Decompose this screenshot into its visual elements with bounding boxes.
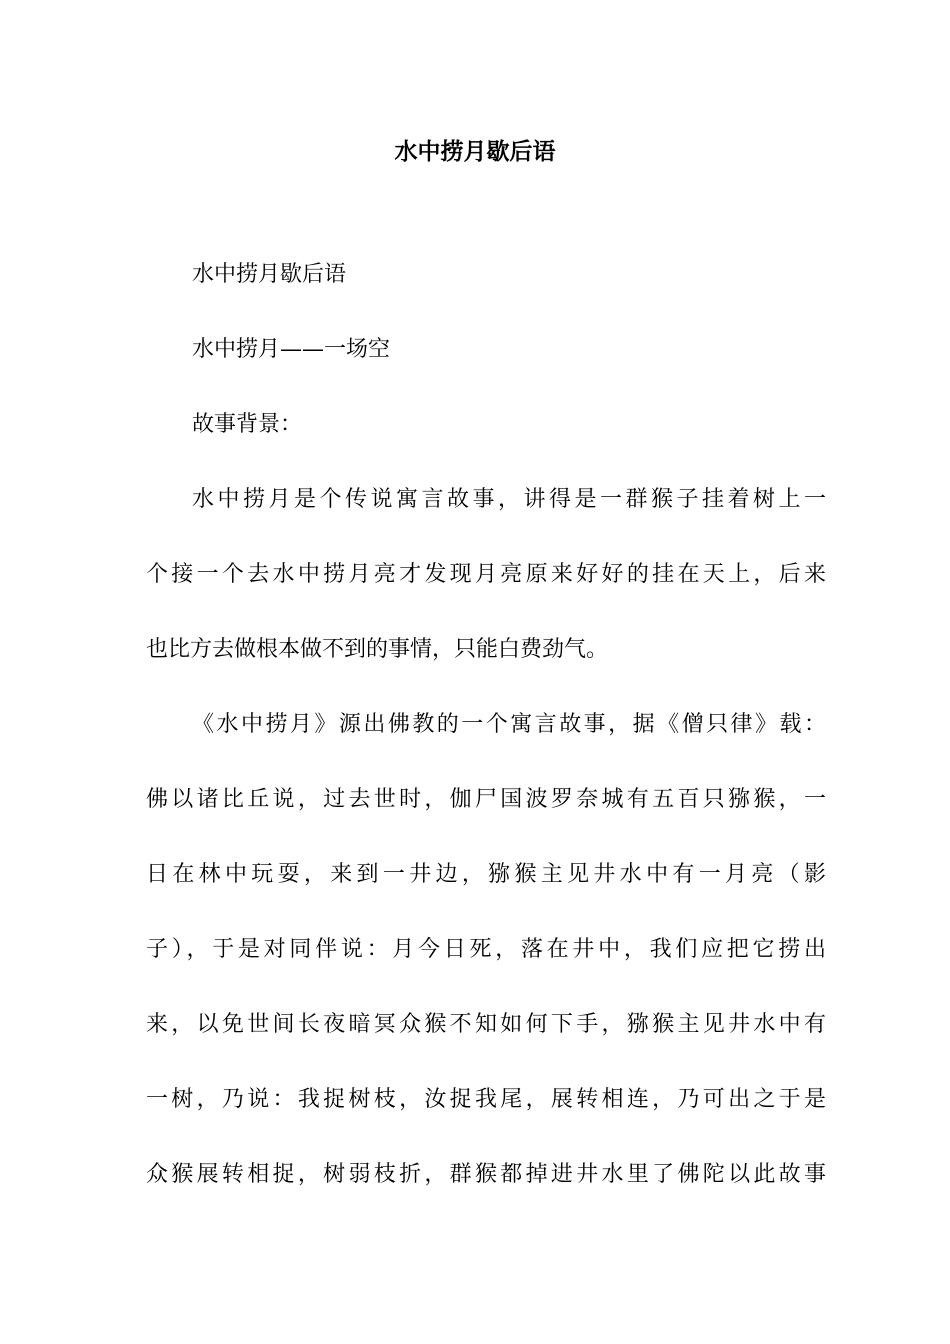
paragraph-origin-line: 子），于是对同伴说：月今日死，落在井中，我们应把它捞出 — [146, 937, 826, 962]
paragraph-origin-line: 一树，乃说：我捉树枝，汝捉我尾，展转相连，乃可出之于是 — [146, 1087, 826, 1112]
paragraph-background-label: 故事背景： — [192, 412, 303, 437]
paragraph-story-line: 也比方去做根本做不到的事情，只能白费劲气。 — [146, 637, 609, 662]
paragraph-origin-line: 日在林中玩耍，来到一井边，猕猴主见井水中有一月亮（影 — [146, 862, 826, 887]
paragraph-story-line: 个接一个去水中捞月亮才发现月亮原来好好的挂在天上，后来 — [146, 562, 826, 587]
document-title: 水中捞月歇后语 — [394, 138, 556, 165]
paragraph-origin-line: 佛以诸比丘说，过去世时，伽尸国波罗奈城有五百只猕猴，一 — [146, 787, 826, 812]
paragraph-origin-line: 来，以免世间长夜暗冥众猴不知如何下手，猕猴主见井水中有 — [146, 1012, 826, 1037]
paragraph-origin-line: 《水中捞月》源出佛教的一个寓言故事，据《僧只律》载： — [192, 712, 826, 737]
paragraph-origin-line: 众猴展转相捉，树弱枝折，群猴都掉进井水里了佛陀以此故事 — [146, 1162, 826, 1187]
paragraph-heading: 水中捞月歇后语 — [192, 262, 347, 287]
paragraph-xiehouyu: 水中捞月——一场空 — [192, 337, 391, 362]
paragraph-story-line: 水中捞月是个传说寓言故事，讲得是一群猴子挂着树上一 — [192, 487, 826, 512]
